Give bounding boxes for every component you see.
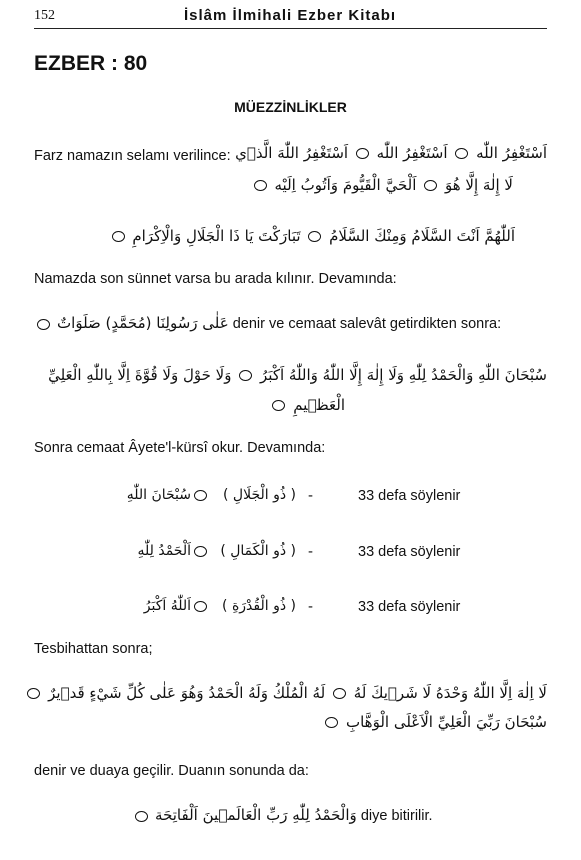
sifat-arabic: ( ذُو الْجَلَالِ ) [223,487,296,503]
arabic-text: لَا إِلٰهَ إِلَّا هُوَ [444,176,513,194]
closing-line [132,806,433,824]
zikr-arabic: اَلْحَمْدُ لِلّٰهِ [100,543,210,559]
section-title: MÜEZZİNLİKLER [234,99,347,115]
arabic-text: الْعَظ۪يمِ [293,396,345,414]
sifat-arabic: ( ذُو الْقُدْرَةِ ) [222,598,296,614]
sifat-arabic: ( ذُو الْكَمَالِ ) [220,543,296,559]
zikr-row [0,598,581,620]
arabic-text: تَبَارَكْتَ يَا ذَا الْجَلَالِ وَالْاِكْرَامِ [132,227,301,245]
arabic-text: اَللّٰهُمَّ اَنْتَ السَّلَامُ وَمِنْكَ السَّلَامُ [329,227,515,245]
circle-marker-icon [37,319,50,330]
zikr-row [0,543,581,565]
page-header [34,6,547,29]
count-text: 33 defa söylenir [358,544,461,560]
dash: - [308,543,313,560]
salevat-line [34,314,501,332]
circle-marker-icon [194,546,207,557]
arabic-salam-line [109,227,515,245]
circle-marker-icon [194,601,207,612]
arabic-istigfar-line [235,144,547,162]
arabic-tawhid-line [251,176,513,194]
body-text: denir ve cemaat salevât getirdikten sonra: [232,316,502,332]
book-title: İslâm İlmihali Ezber Kitabı [184,7,397,24]
circle-marker-icon [308,231,321,242]
dash: - [308,598,313,615]
arabic-text: عَلٰى رَسُولِنَا (مُحَمَّدٍ) صَلَوَاتٌ [57,314,229,332]
circle-marker-icon [272,400,285,411]
body-text: Namazda son sünnet varsa bu arada kılınır. Devamında: [34,271,397,287]
circle-marker-icon [325,717,338,728]
zikr-row [0,487,581,509]
intro-text: Farz namazın selamı verilince: [34,148,231,164]
circle-marker-icon [254,180,267,191]
arabic-text: لَا اِلٰهَ اِلَّا اللّٰهُ وَحْدَهُ لَا شَر۪يكَ لَهُ [353,684,547,702]
dash: - [308,487,313,504]
body-text: denir ve duaya geçilir. Duanın sonunda da: [34,763,309,779]
arabic-rabbi-line [322,713,547,731]
arabic-text: سُبْحَانَ اللّٰهِ وَالْحَمْدُ لِلّٰهِ وَلَا إِلٰهَ إِلَّا اللّٰهُ وَاللّٰهُ اَكْبَرُ [260,366,547,384]
circle-marker-icon [455,148,468,159]
ezber-title: EZBER : 80 [34,52,148,75]
page-number: 152 [34,8,55,23]
arabic-tasbih-line [48,366,547,384]
arabic-tahlil-line [24,684,547,702]
arabic-text: اَسْتَغْفِرُ اللّٰهَ الَّذ۪ي [235,144,349,162]
circle-marker-icon [356,148,369,159]
circle-marker-icon [135,811,148,822]
body-text: Tesbihattan sonra; [34,641,153,657]
arabic-text: وَالْحَمْدُ لِلّٰهِ رَبِّ الْعَالَم۪ينَ اَلْفَاتِحَة [155,806,357,824]
circle-marker-icon [424,180,437,191]
zikr-arabic: اَللّٰهُ اَكْبَرُ [100,598,210,614]
zikr-arabic: سُبْحَانَ اللّٰهِ [100,487,210,503]
circle-marker-icon [333,688,346,699]
arabic-azim-line [269,396,345,414]
arabic-text: سُبْحَانَ رَبِّيَ الْعَلِيِّ الْاَعْلَى الْوَهَّابِ [345,713,547,731]
arabic-text: لَهُ الْمُلْكُ وَلَهُ الْحَمْدُ وَهُوَ عَلٰى كُلِّ شَيْءٍ قَد۪يرٌ [48,684,326,702]
body-text: Sonra cemaat Âyete'l-kürsî okur. Devamında: [34,440,326,456]
circle-marker-icon [112,231,125,242]
arabic-text: اَلْحَيَّ الْقَيُّومَ وَاَتُوبُ اِلَيْه [274,176,417,194]
count-text: 33 defa söylenir [358,599,461,615]
count-text: 33 defa söylenir [358,488,461,504]
arabic-text: اَسْتَغْفِرُ اللّٰه [376,144,448,162]
circle-marker-icon [239,370,252,381]
arabic-text: وَلَا حَوْلَ وَلَا قُوَّةَ اِلَّا بِاللّٰهِ الْعَلِيِّ [48,366,232,384]
body-text: diye bitirilir. [360,808,433,824]
arabic-text: اَسْتَغْفِرُ اللّٰه [476,144,547,162]
circle-marker-icon [194,490,207,501]
circle-marker-icon [27,688,40,699]
